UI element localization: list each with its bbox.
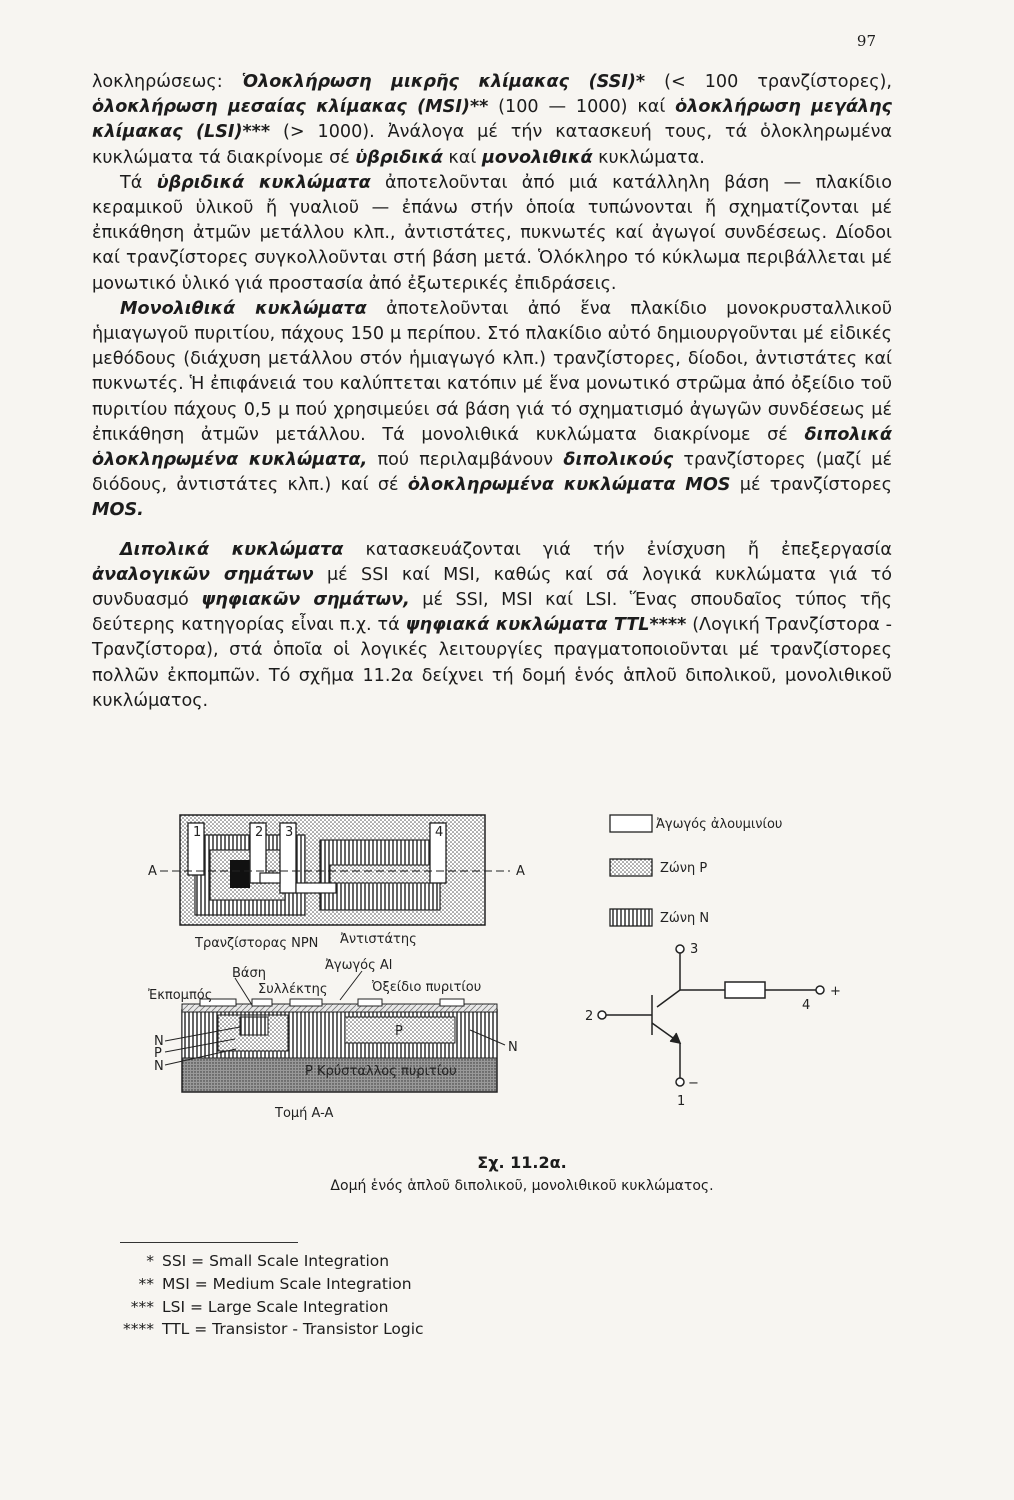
schematic bbox=[598, 945, 824, 1086]
text-run: (< 100 τρανζίστορες), bbox=[645, 72, 892, 92]
emphasis-term: ὁλοκλήρωση μεγάλης κλίμακας (LSI)*** bbox=[92, 97, 892, 143]
oxide-label: Ὀξείδιο πυριτίου bbox=[372, 980, 482, 995]
legend-aluminium-label: Ἀγωγός ἀλουμινίου bbox=[656, 817, 783, 832]
footnote-text: SSI = Small Scale Integration bbox=[162, 1252, 390, 1270]
legend-swatch-aluminium bbox=[610, 815, 652, 832]
emphasis-term: Διπολικά κυκλώματα bbox=[120, 539, 344, 560]
text-run: κυκλώματα. bbox=[592, 147, 705, 168]
footnote bbox=[90, 1296, 424, 1319]
footnote-mark: * bbox=[146, 1252, 154, 1270]
text-run: μέ SSI, MSI καί LSI. Ἕνας σπουδαῖος τύπος τῆς δεύτερης κατηγορίας εἶναι π.χ. τά bbox=[92, 590, 893, 636]
text-run: λοκληρώσεως: bbox=[92, 72, 242, 92]
schematic-node-1: 1 bbox=[677, 1094, 686, 1109]
emphasis-term: ψηφιακῶν σημάτων, bbox=[201, 590, 410, 611]
schematic-node-4: 4 bbox=[802, 998, 811, 1013]
emphasis-term: MOS. bbox=[92, 500, 144, 521]
figure-caption bbox=[0, 1153, 1014, 1194]
pin-2-label: 2 bbox=[255, 825, 264, 840]
text-run: (Λογική Τρανζίστορα - Τρανζίστορα), στά ὁποῖα οἱ λογικές λειτουργίες πραγματοποιοῦνται μέ τρανζίστορες πολλῶν ἐκπομπῶν. Τό σχῆμα 11.2α δείχνει τή δομή ἑνός ἁπλοῦ διπολικοῦ, μονολιθικοῦ κυκλώματος. bbox=[92, 615, 893, 711]
emphasis-term: ὑβριδικά κυκλώματα bbox=[156, 172, 371, 193]
section-mark-left: A bbox=[148, 864, 157, 879]
n-left-label: N bbox=[154, 1034, 164, 1049]
text-run: ἀποτελοῦνται ἀπό μιά κατάλληλη βάση — πλακίδιο κεραμικοῦ ὑλικοῦ ἤ γυαλιοῦ — ἐπάνω στήν ὁποία τυπώνονται ἤ σχηματίζονται μέ ἐπικάθηση ἀτμῶν μετάλλου κλπ., ἀντιστάτες, πυκνωτές καί ἀγωγοί συνδέσεως. Δίοδοι καί τρανζίστορες συγκολλοῦνται στή βάση μετά. Ὁλόκληρο τό κύκλωμα περιβάλλεται μέ μονωτικό ὑλικό γιά προστασία ἀπό ἐξωτερικές ἐπιδράσεις. bbox=[92, 172, 892, 294]
legend-swatch-n-zone bbox=[610, 909, 652, 926]
caption-text: Δομή ἑνός ἁπλοῦ διπολικοῦ, μονολιθικοῦ κυκλώματος. bbox=[330, 1178, 714, 1194]
legend bbox=[610, 815, 782, 926]
legend-p-zone-label: Ζώνη P bbox=[660, 861, 708, 876]
emphasis-term: Μονολιθικά κυκλώματα bbox=[120, 298, 367, 319]
emphasis-term: Ὁλοκλήρωση μικρῆς κλίμακας (SSI)* bbox=[241, 72, 646, 92]
aluminium-label: Ἀγωγός Al bbox=[325, 958, 393, 973]
emphasis-term: ἀναλογικῶν σημάτων bbox=[92, 564, 314, 585]
legend-n-zone-label: Ζώνη N bbox=[660, 911, 710, 926]
text-run: τρανζίστορες (μαζί μέ διόδους, ἀντιστάτες κλπ.) καί σέ bbox=[92, 450, 892, 496]
footnote-mark: *** bbox=[130, 1297, 154, 1316]
base-label: Βάση bbox=[232, 966, 266, 981]
emphasis-term: ὁλοκληρωμένα κυκλώματα MOS bbox=[407, 475, 731, 496]
p-left-label: P bbox=[154, 1046, 162, 1061]
section-mark-right: A bbox=[516, 864, 525, 879]
figure-11-2a bbox=[140, 795, 900, 1135]
emitter-label: Ἐκπομπός bbox=[148, 988, 213, 1003]
cross-section bbox=[148, 958, 518, 1121]
paragraph bbox=[92, 538, 892, 714]
footnote bbox=[90, 1273, 424, 1296]
paragraph bbox=[92, 70, 892, 171]
substrate-label: P Κρύσταλλος πυριτίου bbox=[305, 1064, 457, 1079]
footnote-mark: **** bbox=[123, 1320, 154, 1339]
text-run: μέ SSI καί MSI, καθώς καί σά λογικά κυκλώματα γιά τό συνδυασμό bbox=[92, 564, 892, 611]
emphasis-term: ὁλοκλήρωση μεσαίας κλίμακας (MSI)** bbox=[92, 97, 489, 118]
caption-title: Σχ. 11.2α. bbox=[477, 1153, 567, 1172]
footnote-mark: ** bbox=[138, 1274, 154, 1293]
emphasis-term: διπολικά ὁλοκληρωμένα κυκλώματα, bbox=[92, 424, 892, 471]
body-text bbox=[92, 70, 892, 714]
pin-1-label: 1 bbox=[193, 825, 202, 840]
emphasis-term: ψηφιακά κυκλώματα TTL**** bbox=[405, 615, 687, 636]
n-right-label: N bbox=[508, 1040, 518, 1055]
schematic-node-3: 3 bbox=[690, 942, 699, 957]
resistor-label: Ἀντιστάτης bbox=[340, 932, 417, 947]
pin-3-label: 3 bbox=[285, 825, 294, 840]
emphasis-term: διπολικούς bbox=[563, 450, 674, 471]
text-run: Τά bbox=[120, 172, 157, 193]
text-run: (100 — 1000) καί bbox=[488, 97, 676, 118]
legend-swatch-p-zone bbox=[610, 859, 652, 876]
footnote-text: TTL = Transistor - Transistor Logic bbox=[162, 1320, 424, 1339]
figure-drawing bbox=[140, 795, 900, 1135]
text-run: μέ τρανζίστορες bbox=[730, 475, 892, 496]
p-zone-label: P bbox=[395, 1024, 403, 1039]
footnote bbox=[90, 1250, 424, 1273]
footnotes bbox=[90, 1250, 424, 1341]
text-run: ἀποτελοῦνται ἀπό ἕνα πλακίδιο μονοκρυσταλλικοῦ ἡμιαγωγοῦ πυριτίου, πάχους 150 μ περίπου. Στό πλακίδιο αὐτό δημιουργοῦνται μέ εἰδικές μεθόδους (διάχυση μετάλλου στόν ἡμιαγωγό κλπ.) τρανζίστορες, δίοδοι, ἀντιστάτες καί πυκνωτές. Ἡ ἐπιφάνειά του καλύπτεται κατόπιν μέ ἕνα μονωτικό στρῶμα ἀπό ὀξείδιο τοῦ πυριτίου πάχους 0,5 μ πού χρησιμεύει σά βάση γιά τό σχηματισμό ἀγωγῶν συνδέσεως μέ ἐπικάθηση ἀτμῶν μετάλλου. Τά μονολιθικά κυκλώματα διακρίνομε σέ bbox=[92, 298, 892, 445]
emphasis-term: μονολιθικά bbox=[481, 147, 593, 168]
n-left-bottom-label: N bbox=[154, 1059, 164, 1074]
pin-4-label: 4 bbox=[435, 825, 444, 840]
text-run: (> 1000). Ἀνάλογα μέ τήν κατασκευή τους, τά ὁλοκληρωμένα κυκλώματα τά διακρίνομε σέ bbox=[92, 122, 893, 168]
footnote-text: MSI = Medium Scale Integration bbox=[162, 1274, 412, 1293]
collector-label: Συλλέκτης bbox=[258, 982, 328, 997]
schematic-minus: − bbox=[688, 1076, 699, 1091]
footnote-text: LSI = Large Scale Integration bbox=[162, 1297, 389, 1316]
paragraph bbox=[92, 171, 892, 297]
transistor-label: Τρανζίστορας NPN bbox=[195, 936, 319, 951]
paragraph bbox=[92, 297, 892, 524]
footnote bbox=[90, 1318, 424, 1341]
footnote-divider bbox=[120, 1242, 298, 1243]
text-run: κατασκευάζονται γιά τήν ἐνίσχυση ἤ ἐπεξεργασία bbox=[343, 539, 892, 560]
text-run: πού περιλαμβάνουν bbox=[367, 450, 564, 471]
schematic-plus: + bbox=[830, 984, 841, 999]
emphasis-term: ὑβριδικά bbox=[355, 147, 443, 168]
page-number: 97 bbox=[856, 32, 876, 50]
section-caption: Τομή A-A bbox=[275, 1106, 334, 1121]
text-run: καί bbox=[442, 147, 482, 168]
schematic-node-2: 2 bbox=[585, 1009, 594, 1024]
top-view bbox=[148, 815, 525, 951]
